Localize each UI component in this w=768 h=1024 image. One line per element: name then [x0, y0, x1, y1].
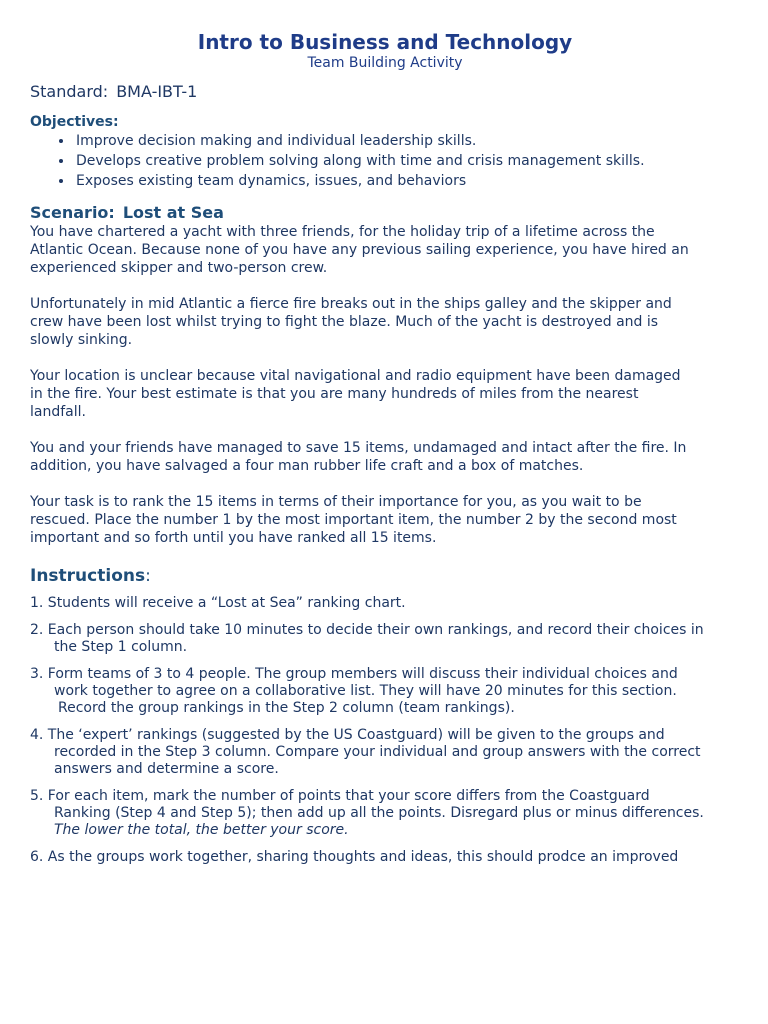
instruction-item: [30, 595, 740, 612]
objective-item: • Exposes existing team dynamics, issues, and behaviors: [74, 171, 740, 191]
objective-item: • Develops creative problem solving along with time and crisis management skills.: [74, 151, 740, 171]
standard-line: [30, 82, 740, 102]
document-subtitle: Team Building Activity: [307, 55, 463, 71]
objectives-heading: Objectives:: [30, 114, 119, 130]
instruction-item: [30, 727, 740, 778]
instruction-line: The lower the total, the better your score.: [54, 822, 349, 838]
instructions-label: Instructions: [30, 566, 146, 586]
instruction-item: [30, 788, 740, 839]
standard-label: Standard:: [30, 82, 109, 101]
instruction-line: the Step 1 column.: [54, 639, 188, 655]
instruction-line: work together to agree on a collaborative list. They will have 20 minutes for this section.: [54, 683, 677, 699]
instruction-line: 3. Form teams of 3 to 4 people. The group members will discuss their individual choices and: [30, 666, 678, 682]
instruction-line: 2. Each person should take 10 minutes to decide their own rankings, and record their choices in: [30, 622, 704, 638]
objective-item: • Improve decision making and individual leadership skills.: [74, 131, 740, 151]
scenario-body: [30, 223, 740, 547]
scenario-paragraph: You have chartered a yacht with three friends, for the holiday trip of a lifetime across the Atlantic Ocean. Because none of you have any previous sailing experience, you have hired an experienced skipper and two-person crew.: [30, 224, 689, 276]
scenario-paragraph: Your location is unclear because vital navigational and radio equipment have been damaged in the fire. Your best estimate is that you are many hundreds of miles from the nearest landfall.: [30, 368, 681, 420]
instruction-line: Record the group rankings in the Step 2 column (team rankings).: [58, 700, 515, 716]
scenario-heading: [30, 203, 740, 223]
objectives-list: [30, 131, 740, 191]
instruction-item: [30, 666, 740, 717]
instruction-item: [30, 849, 740, 866]
instruction-line: 4. The ‘expert’ rankings (suggested by the US Coastguard) will be given to the groups and: [30, 727, 665, 743]
instruction-line: answers and determine a score.: [54, 761, 279, 777]
standard-value: BMA-IBT-1: [116, 82, 198, 101]
instruction-line: recorded in the Step 3 column. Compare your individual and group answers with the correct: [54, 744, 701, 760]
instruction-line: 6. As the groups work together, sharing thoughts and ideas, this should prodce an improved: [30, 849, 679, 865]
scenario-paragraph: You and your friends have managed to save 15 items, undamaged and intact after the fire. In addition, you have salvaged a four man rubber life craft and a box of matches.: [30, 440, 687, 474]
document-title: Intro to Business and Technology: [197, 30, 573, 54]
instruction-line: 5. For each item, mark the number of points that your score differs from the Coastguard: [30, 788, 650, 804]
scenario-paragraph: Unfortunately in mid Atlantic a fierce fire breaks out in the ships galley and the skipper and crew have been lost whilst trying to fight the blaze. Much of the yacht is destroyed and is slowly sinking.: [30, 296, 672, 348]
scenario-label: Scenario:: [30, 203, 115, 222]
instruction-line: Ranking (Step 4 and Step 5); then add up all the points. Disregard plus or minus differences.: [54, 805, 704, 821]
instructions-heading: [30, 565, 740, 587]
instruction-item: [30, 622, 740, 656]
instruction-line: 1. Students will receive a “Lost at Sea” ranking chart.: [30, 595, 406, 611]
scenario-paragraph: Your task is to rank the 15 items in terms of their importance for you, as you wait to be rescued. Place the number 1 by the most important item, the number 2 by the second most important and so forth until you have ranked all 15 items.: [30, 494, 677, 546]
instructions-colon: :: [145, 566, 151, 586]
scenario-value: Lost at Sea: [122, 203, 224, 222]
